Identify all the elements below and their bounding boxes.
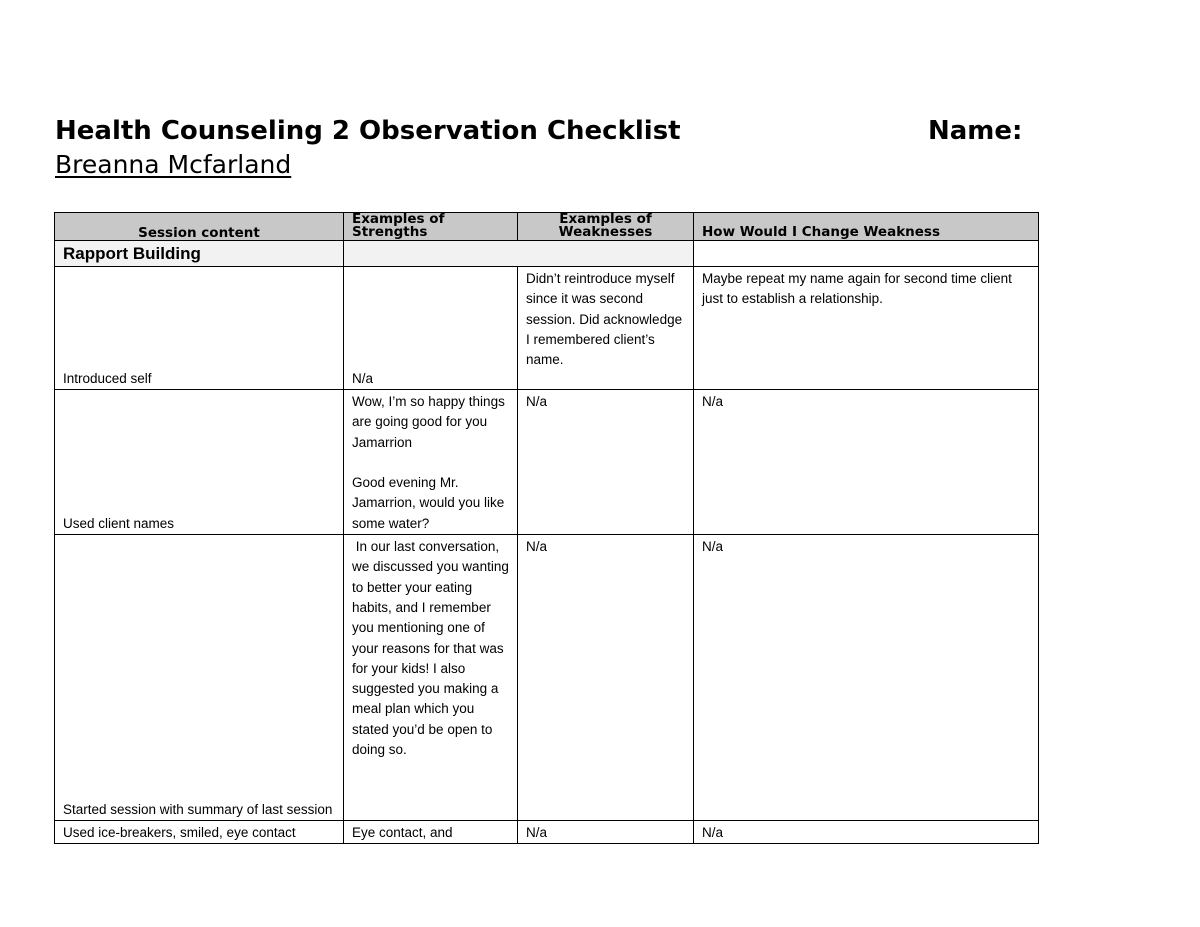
change-cell: N/a	[694, 535, 1039, 821]
header-strengths: Examples of Strengths	[344, 213, 518, 241]
header-change-weakness: How Would I Change Weakness	[694, 213, 1039, 241]
student-name: Breanna Mcfarland	[55, 150, 292, 179]
row-label: Started session with summary of last session	[55, 535, 344, 821]
section-title: Rapport Building	[55, 241, 344, 267]
weakness-cell: N/a	[518, 390, 694, 535]
table-row	[55, 267, 1039, 390]
strength-cell	[344, 390, 518, 535]
table-row	[55, 821, 1039, 844]
weakness-cell: N/a	[518, 535, 694, 821]
weakness-cell: N/a	[518, 821, 694, 844]
row-label: Used ice-breakers, smiled, eye contact	[55, 821, 344, 844]
strength-text-part-2: Good evening Mr. Jamarrion, would you like some water?	[352, 475, 509, 531]
table-row	[55, 535, 1039, 821]
header-session-content: Session content	[55, 213, 344, 241]
section-fill-cell	[344, 241, 694, 267]
table-header-row	[55, 213, 1039, 241]
section-row-rapport-building	[55, 241, 1039, 267]
strength-spacer	[352, 453, 509, 473]
document-title: Health Counseling 2 Observation Checklist	[55, 116, 681, 146]
change-cell: N/a	[694, 821, 1039, 844]
title-line	[55, 116, 1045, 150]
strength-text-part-1: Wow, I’m so happy things are going good for you Jamarrion	[352, 394, 509, 450]
table-row	[55, 390, 1039, 535]
change-cell: Maybe repeat my name again for second time client just to establish a relationship.	[694, 267, 1039, 390]
header-weaknesses: Examples of Weaknesses	[518, 213, 694, 241]
name-label: Name:	[928, 116, 1023, 146]
strength-cell: Eye contact, and	[344, 821, 518, 844]
strength-cell: N/a	[344, 267, 518, 390]
document-heading	[55, 116, 1045, 179]
observation-checklist-table	[54, 212, 1039, 844]
weakness-cell: Didn’t reintroduce myself since it was second session. Did acknowledge I remembered client’s name.	[518, 267, 694, 390]
change-cell: N/a	[694, 390, 1039, 535]
strength-cell: In our last conversation, we discussed you wanting to better your eating habits, and I remember you mentioning one of your reasons for that was for your kids! I also suggested you making a meal plan which you stated you’d be open to doing so.	[344, 535, 518, 821]
section-blank-cell	[694, 241, 1039, 267]
row-label: Introduced self	[55, 267, 344, 390]
row-label: Used client names	[55, 390, 344, 535]
